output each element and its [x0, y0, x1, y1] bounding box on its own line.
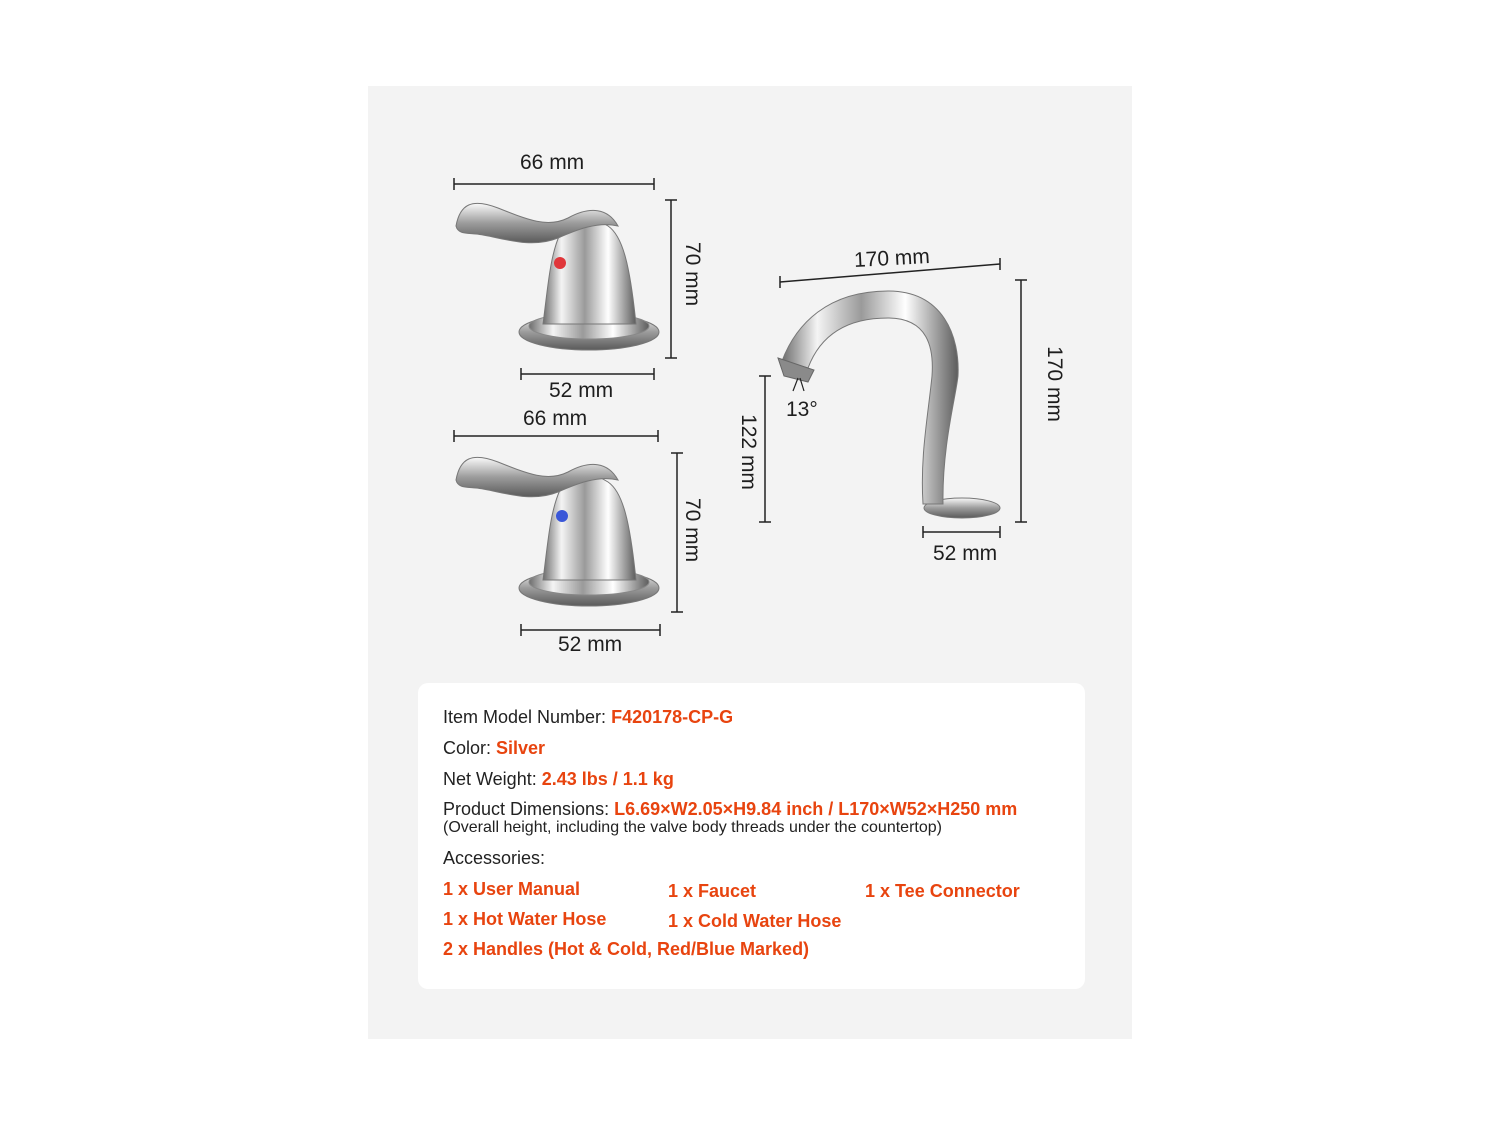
accessory-item: 1 x Faucet [668, 881, 757, 901]
accessory-item: 1 x User Manual [443, 879, 581, 899]
spout-height-label: 170 mm [1042, 346, 1066, 422]
faucet-drawing [368, 86, 1132, 686]
model-number-label: Item Model Number: [443, 707, 607, 727]
spout-base-label: 52 mm [933, 542, 998, 565]
dimensions-note: (Overall height, including the valve body threads under the countertop) [443, 819, 942, 836]
dimensions-value: L6.69×W2.05×H9.84 inch / L170×W52×H250 mm [614, 799, 1018, 819]
hot-handle-base-label: 52 mm [549, 379, 614, 402]
hot-marker-dot [554, 257, 566, 269]
model-number-row [443, 707, 733, 728]
cold-marker-dot [556, 510, 568, 522]
dimensions-row [443, 799, 1017, 820]
cold-handle-base-label: 52 mm [558, 633, 623, 656]
hot-handle-illustration [456, 203, 659, 350]
accessories-label: Accessories: [443, 848, 546, 868]
weight-row [443, 769, 674, 790]
weight-label: Net Weight: [443, 769, 537, 789]
cold-handle-height-label: 70 mm [681, 497, 705, 563]
spec-card [418, 683, 1085, 989]
cold-handle-width-label: 66 mm [523, 407, 588, 430]
accessory-item: 1 x Hot Water Hose [443, 909, 607, 929]
spout-angle-label: 13° [786, 398, 818, 421]
spout-outlet-height-label: 122 mm [736, 414, 760, 490]
weight-value: 2.43 lbs / 1.1 kg [541, 769, 674, 789]
color-label: Color: [443, 738, 492, 758]
accessory-item: 1 x Cold Water Hose [668, 911, 842, 931]
model-number-value: F420178-CP-G [611, 707, 734, 727]
color-row [443, 738, 545, 759]
dimensions-label: Product Dimensions: [443, 799, 610, 819]
accessory-item: 2 x Handles (Hot & Cold, Red/Blue Marked) [443, 939, 810, 959]
accessory-item: 1 x Tee Connector [865, 881, 1020, 901]
spout-length-label: 170 mm [853, 245, 931, 272]
product-spec-panel [368, 86, 1132, 1039]
hot-handle-width-label: 66 mm [520, 151, 585, 174]
color-value: Silver [496, 738, 546, 758]
cold-handle-illustration [456, 457, 659, 606]
hot-handle-height-label: 70 mm [681, 241, 705, 307]
